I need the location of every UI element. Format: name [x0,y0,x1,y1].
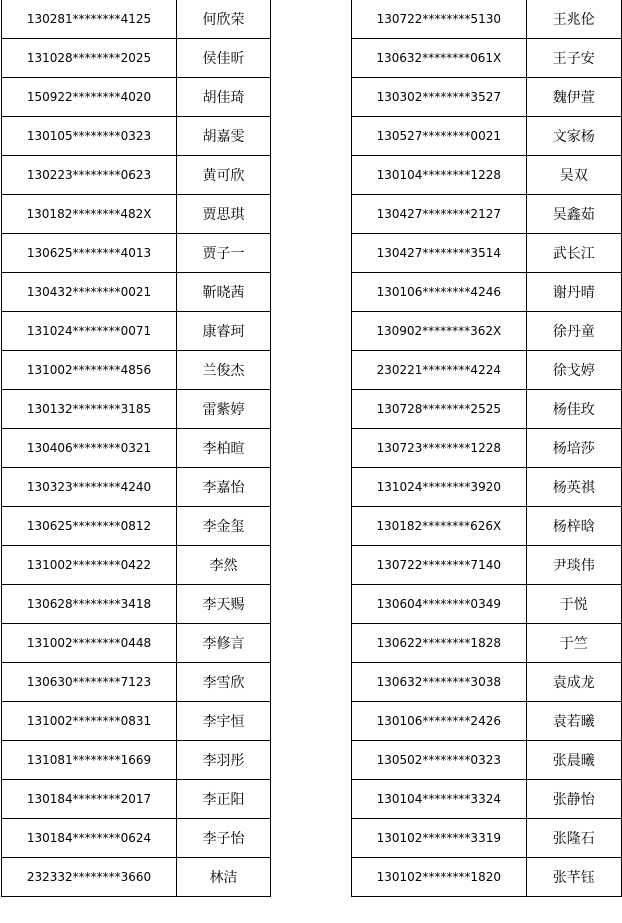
student-name-cell: 李然 [177,546,271,585]
id-number-cell: 130106********4246 [352,273,527,312]
student-name-cell: 尹琰伟 [526,546,621,585]
student-name-cell: 胡嘉雯 [177,117,271,156]
table-row [352,741,622,780]
id-number-cell: 130502********0323 [352,741,527,780]
table-row [2,546,271,585]
id-number-cell: 230221********4224 [352,351,527,390]
id-number-cell: 130527********0021 [352,117,527,156]
table-row [352,663,622,702]
table-row [352,273,622,312]
student-name-cell: 李修言 [177,624,271,663]
id-number-cell: 130302********3527 [352,78,527,117]
right-roster-table [351,0,622,897]
id-number-cell: 130622********1828 [352,624,527,663]
id-number-cell: 130223********0623 [2,156,177,195]
id-number-cell: 131028********2025 [2,39,177,78]
student-name-cell: 兰俊杰 [177,351,271,390]
id-number-cell: 130281********4125 [2,0,177,39]
student-name-cell: 王兆伦 [526,0,621,39]
table-row [352,39,622,78]
student-name-cell: 杨梓晗 [526,507,621,546]
table-row [2,273,271,312]
student-name-cell: 李羽彤 [177,741,271,780]
id-number-cell: 130406********0321 [2,429,177,468]
table-row [2,663,271,702]
student-name-cell: 谢丹晴 [526,273,621,312]
table-row [2,351,271,390]
table-row [2,117,271,156]
student-name-cell: 李柏暄 [177,429,271,468]
table-row [352,351,622,390]
id-number-cell: 130625********0812 [2,507,177,546]
student-name-cell: 吴鑫茹 [526,195,621,234]
table-row [352,78,622,117]
id-number-cell: 130632********061X [352,39,527,78]
student-name-cell: 徐戈婷 [526,351,621,390]
table-row [352,624,622,663]
table-row [352,312,622,351]
id-number-cell: 130632********3038 [352,663,527,702]
student-name-cell: 李金玺 [177,507,271,546]
student-name-cell: 李宇恒 [177,702,271,741]
id-number-cell: 131024********3920 [352,468,527,507]
id-number-cell: 130102********1820 [352,858,527,897]
id-number-cell: 131002********0422 [2,546,177,585]
table-row [2,39,271,78]
table-row [352,429,622,468]
student-name-cell: 杨佳玫 [526,390,621,429]
left-roster-body [2,0,271,897]
student-name-cell: 林洁 [177,858,271,897]
table-row [2,624,271,663]
student-name-cell: 黄可欣 [177,156,271,195]
id-number-cell: 232332********3660 [2,858,177,897]
student-name-cell: 贾子一 [177,234,271,273]
table-row [2,819,271,858]
table-row [2,312,271,351]
student-name-cell: 杨英祺 [526,468,621,507]
table-row [2,78,271,117]
student-name-cell: 张静怡 [526,780,621,819]
table-row [352,468,622,507]
table-row [352,390,622,429]
id-number-cell: 131002********4856 [2,351,177,390]
student-name-cell: 李子怡 [177,819,271,858]
student-name-cell: 何欣荣 [177,0,271,39]
student-name-cell: 文家杨 [526,117,621,156]
student-name-cell: 杨培莎 [526,429,621,468]
student-name-cell: 袁成龙 [526,663,621,702]
student-name-cell: 张芊钰 [526,858,621,897]
table-row [352,117,622,156]
student-name-cell: 张晨曦 [526,741,621,780]
student-name-cell: 李正阳 [177,780,271,819]
student-name-cell: 于悦 [526,585,621,624]
table-row [2,195,271,234]
id-number-cell: 130902********362X [352,312,527,351]
table-row [2,585,271,624]
table-row [2,156,271,195]
id-number-cell: 131081********1669 [2,741,177,780]
id-number-cell: 130104********3324 [352,780,527,819]
table-row [352,702,622,741]
table-row [352,507,622,546]
student-name-cell: 张隆石 [526,819,621,858]
table-row [2,390,271,429]
student-name-cell: 贾思琪 [177,195,271,234]
id-number-cell: 131002********0448 [2,624,177,663]
id-number-cell: 130427********3514 [352,234,527,273]
student-name-cell: 靳晓茜 [177,273,271,312]
id-number-cell: 130432********0021 [2,273,177,312]
student-name-cell: 魏伊萱 [526,78,621,117]
right-roster-body [352,0,622,897]
table-row [2,468,271,507]
table-row [352,546,622,585]
table-row [2,429,271,468]
student-name-cell: 徐丹童 [526,312,621,351]
id-number-cell: 131002********0831 [2,702,177,741]
left-roster-table [1,0,271,897]
id-number-cell: 130105********0323 [2,117,177,156]
id-number-cell: 130184********0624 [2,819,177,858]
student-name-cell: 武长江 [526,234,621,273]
table-row [352,156,622,195]
table-row [352,0,622,39]
id-number-cell: 130106********2426 [352,702,527,741]
student-name-cell: 康睿珂 [177,312,271,351]
id-number-cell: 130104********1228 [352,156,527,195]
student-name-cell: 李天赐 [177,585,271,624]
table-row [2,507,271,546]
student-name-cell: 侯佳昕 [177,39,271,78]
id-number-cell: 130728********2525 [352,390,527,429]
table-row [352,819,622,858]
id-number-cell: 131024********0071 [2,312,177,351]
table-row [2,858,271,897]
id-number-cell: 130182********626X [352,507,527,546]
id-number-cell: 130722********7140 [352,546,527,585]
id-number-cell: 130722********5130 [352,0,527,39]
table-row [2,0,271,39]
id-number-cell: 150922********4020 [2,78,177,117]
id-number-cell: 130625********4013 [2,234,177,273]
id-number-cell: 130604********0349 [352,585,527,624]
id-number-cell: 130323********4240 [2,468,177,507]
table-row [352,585,622,624]
id-number-cell: 130630********7123 [2,663,177,702]
student-name-cell: 于竺 [526,624,621,663]
id-number-cell: 130723********1228 [352,429,527,468]
id-number-cell: 130132********3185 [2,390,177,429]
id-number-cell: 130182********482X [2,195,177,234]
table-row [352,780,622,819]
student-name-cell: 王子安 [526,39,621,78]
student-name-cell: 李嘉怡 [177,468,271,507]
table-row [2,234,271,273]
id-number-cell: 130102********3319 [352,819,527,858]
table-row [2,780,271,819]
table-row [2,702,271,741]
student-name-cell: 李雪欣 [177,663,271,702]
student-name-cell: 袁若曦 [526,702,621,741]
student-name-cell: 吴双 [526,156,621,195]
table-row [2,741,271,780]
student-name-cell: 雷紫婷 [177,390,271,429]
table-row [352,234,622,273]
table-row [352,858,622,897]
id-number-cell: 130427********2127 [352,195,527,234]
student-name-cell: 胡佳琦 [177,78,271,117]
table-row [352,195,622,234]
id-number-cell: 130628********3418 [2,585,177,624]
id-number-cell: 130184********2017 [2,780,177,819]
